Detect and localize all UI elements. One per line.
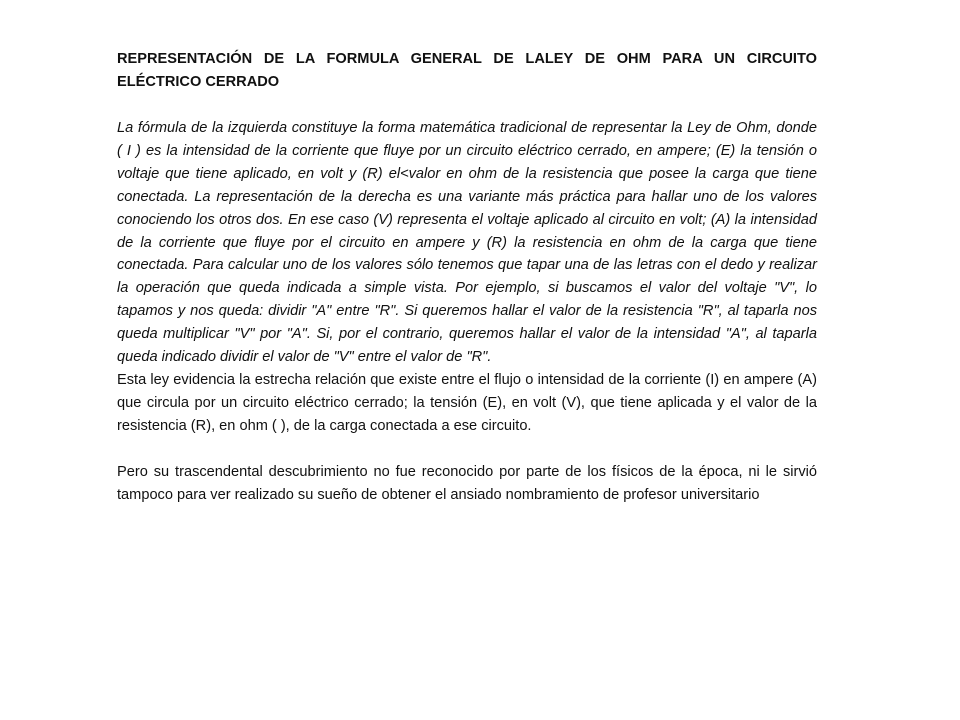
paragraph-discovery-recognition: Pero su trascendental descubrimiento no fue reconocido por parte de los físicos de la época, ni le sirvió tampoco para ver realizado su sueño de obtener el ansiado nombramiento de profesor universitario (117, 463, 817, 503)
document-title: REPRESENTACIÓN DE LA FORMULA GENERAL DE LALEY DE OHM PARA UN CIRCUITO ELÉCTRICO CERRADO (117, 51, 817, 90)
paragraph-ohm-formula-explanation: La fórmula de la izquierda constituye la forma matemática tradicional de representar la Ley de Ohm, donde ( I ) es la intensidad de la corriente que fluye por un circuito eléctrico cerrado, en ampere; (E) la tensión o voltaje que tiene aplicado, en volt y (R) el<valor en ohm de la resistencia que posee la carga que tiene conectada. La representación de la derecha es una variante más práctica para hallar uno de los valores conociendo los otros dos. En ese caso (V) representa el voltaje aplicado al circuito en volt; (A) la intensidad de la corriente que fluye por el circuito en ampere y (R) la resistencia en ohm de la carga que tiene conectada. Para calcular uno de los valores sólo tenemos que tapar una de las letras con el dedo y realizar la operación que queda indicada a simple vista. Por ejemplo, si buscamos el valor del voltaje "V", lo tapamos y nos queda: dividir "A" entre "R". Si queremos hallar el valor de la resistencia "R", al taparla nos queda multiplicar "V" por "A". Si, por el contrario, queremos hallar el valor de la intensidad "A", al taparla queda indicado dividir el valor de "V" entre el valor de "R". (117, 120, 817, 366)
slide-content (117, 48, 817, 507)
spacer (117, 94, 817, 117)
spacer (117, 438, 817, 461)
paragraph-ohm-law-relation: Esta ley evidencia la estrecha relación que existe entre el flujo o intensidad de la corriente (I) en ampere (A) que circula por un circuito eléctrico cerrado; la tensión (E), en volt (V), que tiene aplicada y el valor de la resistencia (R), en ohm ( ), de la carga conectada a ese circuito. (117, 371, 817, 434)
